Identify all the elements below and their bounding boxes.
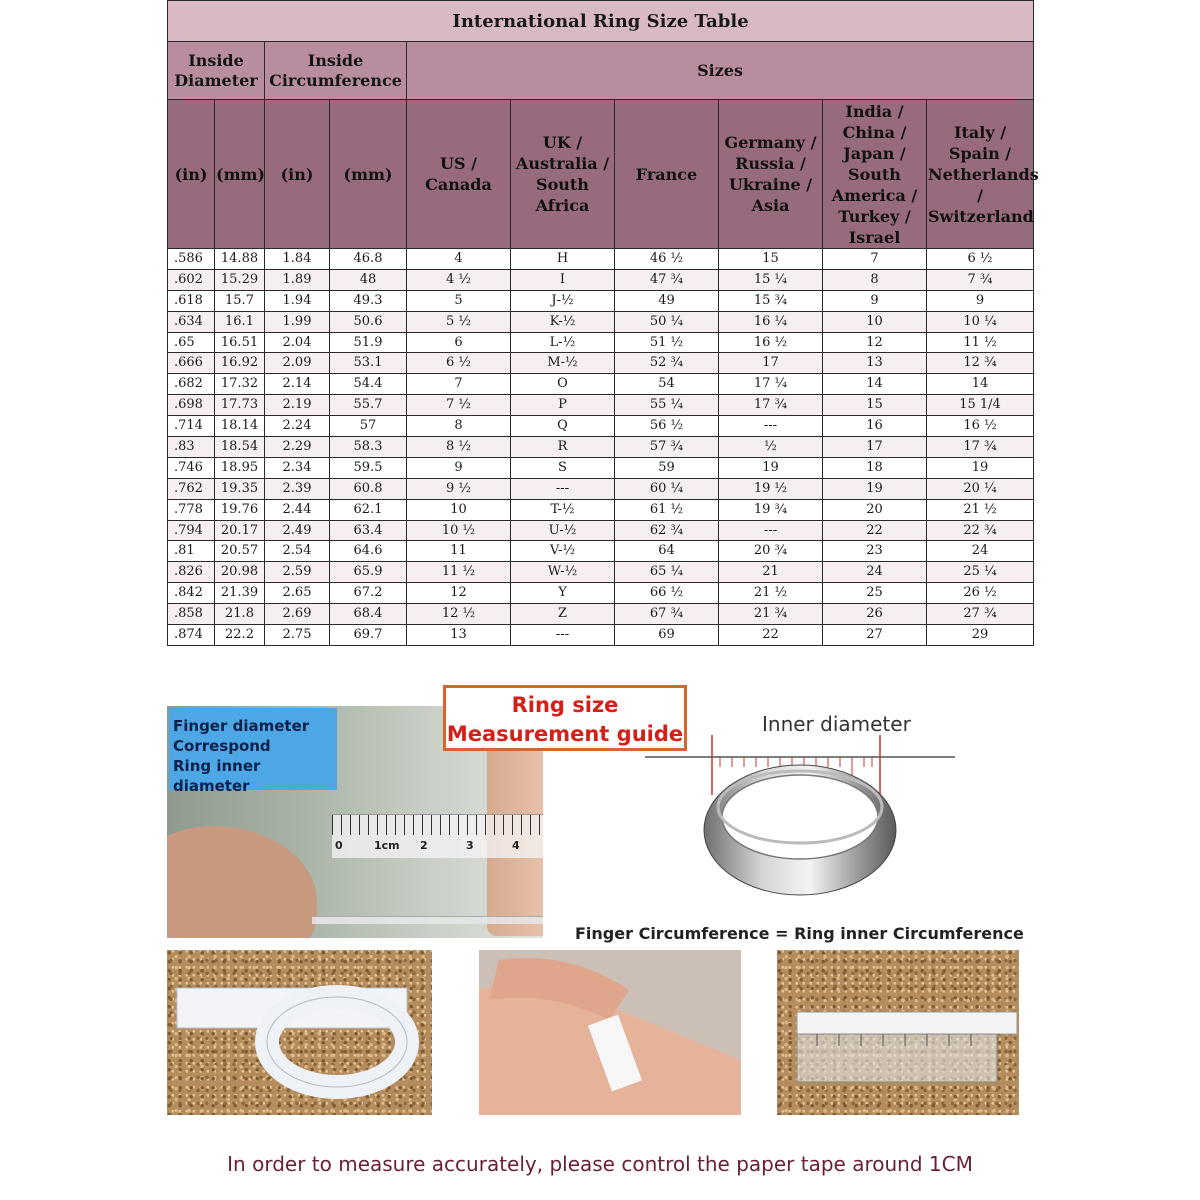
table-cell: 4: [407, 249, 511, 270]
table-cell: 21.39: [215, 583, 265, 604]
table-cell: 2.49: [265, 520, 330, 541]
table-cell: .826: [168, 562, 215, 583]
table-cell: 12 ½: [407, 604, 511, 625]
table-cell: 15.29: [215, 269, 265, 290]
table-cell: 1.89: [265, 269, 330, 290]
table-body: [168, 249, 1034, 646]
table-cell: 14: [927, 374, 1034, 395]
table-row: [168, 541, 1034, 562]
table-cell: 2.14: [265, 374, 330, 395]
table-cell: 21 ¾: [719, 604, 823, 625]
table-cell: 8: [407, 416, 511, 437]
table-cell: 19: [719, 457, 823, 478]
table-cell: 26 ½: [927, 583, 1034, 604]
table-cell: 60.8: [330, 478, 407, 499]
table-cell: 2.75: [265, 625, 330, 646]
table-cell: U-½: [511, 520, 615, 541]
table-cell: 17 ¾: [927, 437, 1034, 458]
table-cell: 15 ¾: [719, 290, 823, 311]
table-cell: 16 ½: [927, 416, 1034, 437]
table-row: [168, 332, 1034, 353]
table-cell: 46 ½: [615, 249, 719, 270]
table-cell: 67 ¾: [615, 604, 719, 625]
table-cell: 15: [719, 249, 823, 270]
tape-ruler-photo: [777, 950, 1019, 1115]
table-cell: 20 ¼: [927, 478, 1034, 499]
table-cell: 56 ½: [615, 416, 719, 437]
ruler-number: 0: [335, 839, 343, 852]
column-header: (mm): [215, 100, 265, 249]
table-cell: 63.4: [330, 520, 407, 541]
table-cell: 20.57: [215, 541, 265, 562]
finger-note-line: Finger diameter: [173, 717, 310, 735]
table-cell: 19 ¾: [719, 499, 823, 520]
table-cell: ---: [719, 416, 823, 437]
table-cell: ---: [511, 625, 615, 646]
guide-title-line1: Ring size: [511, 693, 619, 717]
table-cell: 16.92: [215, 353, 265, 374]
table-cell: 10 ½: [407, 520, 511, 541]
table-cell: 51 ½: [615, 332, 719, 353]
finger-note: [169, 708, 337, 795]
group-inside-circumference: Inside Circumference: [265, 42, 407, 100]
table-cell: P: [511, 395, 615, 416]
table-cell: 6 ½: [927, 249, 1034, 270]
hand-image: [167, 826, 317, 938]
table-cell: 2.19: [265, 395, 330, 416]
table-cell: J-½: [511, 290, 615, 311]
table-cell: ---: [511, 478, 615, 499]
table-cell: 16: [823, 416, 927, 437]
table-cell: 18: [823, 457, 927, 478]
table-cell: T-½: [511, 499, 615, 520]
table-cell: 29: [927, 625, 1034, 646]
table-row: [168, 269, 1034, 290]
table-row: [168, 353, 1034, 374]
table-cell: 60 ¼: [615, 478, 719, 499]
table-cell: 21.8: [215, 604, 265, 625]
table-cell: 21 ½: [927, 499, 1034, 520]
ruler-number: 3: [466, 839, 474, 852]
table-cell: 20.17: [215, 520, 265, 541]
table-cell: .858: [168, 604, 215, 625]
table-cell: 1.94: [265, 290, 330, 311]
table-cell: 50.6: [330, 311, 407, 332]
table-cell: 7: [407, 374, 511, 395]
table-row: [168, 604, 1034, 625]
table-row: [168, 395, 1034, 416]
table-cell: 2.34: [265, 457, 330, 478]
table-cell: 22: [719, 625, 823, 646]
table-cell: 17 ¼: [719, 374, 823, 395]
table-cell: 9: [407, 457, 511, 478]
table-cell: 25 ¼: [927, 562, 1034, 583]
table-cell: .81: [168, 541, 215, 562]
table-cell: 53.1: [330, 353, 407, 374]
column-header: Germany / Russia / Ukraine / Asia: [719, 100, 823, 249]
column-header-row: [168, 100, 1034, 249]
column-header: US / Canada: [407, 100, 511, 249]
ruler-number: 1cm: [374, 839, 400, 852]
table-cell: 21: [719, 562, 823, 583]
table-cell: L-½: [511, 332, 615, 353]
table-cell: 59: [615, 457, 719, 478]
table-cell: 2.69: [265, 604, 330, 625]
ruler: [332, 814, 543, 858]
table-cell: 19: [927, 457, 1034, 478]
table-row: [168, 583, 1034, 604]
table-cell: 13: [823, 353, 927, 374]
table-cell: 1.84: [265, 249, 330, 270]
table-cell: 7 ½: [407, 395, 511, 416]
table-cell: 62 ¾: [615, 520, 719, 541]
table-cell: 15 ¼: [719, 269, 823, 290]
finger-wrap-photo: [479, 950, 741, 1115]
table-cell: 19.76: [215, 499, 265, 520]
table-cell: 22 ¾: [927, 520, 1034, 541]
table-cell: 10: [407, 499, 511, 520]
table-row: [168, 478, 1034, 499]
table-cell: 69.7: [330, 625, 407, 646]
table-cell: 54: [615, 374, 719, 395]
table-cell: 20.98: [215, 562, 265, 583]
table-cell: .746: [168, 457, 215, 478]
table-cell: 2.54: [265, 541, 330, 562]
table-cell: .666: [168, 353, 215, 374]
table-cell: .634: [168, 311, 215, 332]
table-cell: 49: [615, 290, 719, 311]
table-cell: I: [511, 269, 615, 290]
table-cell: Y: [511, 583, 615, 604]
column-header: (mm): [330, 100, 407, 249]
table-cell: 23: [823, 541, 927, 562]
table-cell: 5: [407, 290, 511, 311]
table-cell: 21 ½: [719, 583, 823, 604]
table-cell: 15.7: [215, 290, 265, 311]
table-cell: 16 ½: [719, 332, 823, 353]
table-row: [168, 311, 1034, 332]
table-cell: 54.4: [330, 374, 407, 395]
table-cell: 15: [823, 395, 927, 416]
finger-note-line: Correspond: [173, 737, 271, 755]
table-row: [168, 499, 1034, 520]
column-header: France: [615, 100, 719, 249]
table-cell: 62.1: [330, 499, 407, 520]
table-cell: 47 ¾: [615, 269, 719, 290]
guide-title-line2: Measurement guide: [446, 722, 684, 746]
group-inside-diameter: Inside Diameter: [168, 42, 265, 100]
table-cell: .586: [168, 249, 215, 270]
table-cell: 9 ½: [407, 478, 511, 499]
column-header: Italy / Spain / Netherlands / Switzerland: [927, 100, 1034, 249]
table-cell: R: [511, 437, 615, 458]
table-cell: 2.09: [265, 353, 330, 374]
ring-diagram: [640, 735, 960, 915]
table-cell: 65.9: [330, 562, 407, 583]
table-cell: .618: [168, 290, 215, 311]
table-cell: .682: [168, 374, 215, 395]
table-cell: O: [511, 374, 615, 395]
paper-ring-photo: [167, 950, 432, 1115]
table-cell: 52 ¾: [615, 353, 719, 374]
table-cell: W-½: [511, 562, 615, 583]
finger-note-line: Ring inner diameter: [173, 757, 261, 795]
table-cell: 15 1/4: [927, 395, 1034, 416]
table-cell: 20 ¾: [719, 541, 823, 562]
table-cell: 64: [615, 541, 719, 562]
table-cell: 17 ¾: [719, 395, 823, 416]
table-cell: 10: [823, 311, 927, 332]
table-cell: .65: [168, 332, 215, 353]
table-cell: V-½: [511, 541, 615, 562]
table-cell: 50 ¼: [615, 311, 719, 332]
table-cell: 48: [330, 269, 407, 290]
table-cell: 25: [823, 583, 927, 604]
table-cell: 2.04: [265, 332, 330, 353]
bottom-instruction: In order to measure accurately, please control the paper tape around 1CM: [227, 1152, 973, 1176]
paper-loop-image: [167, 950, 432, 1115]
table-cell: 12 ¾: [927, 353, 1034, 374]
table-cell: 11 ½: [927, 332, 1034, 353]
table-cell: 46.8: [330, 249, 407, 270]
table-cell: 65 ¼: [615, 562, 719, 583]
table-cell: 2.59: [265, 562, 330, 583]
table-cell: Z: [511, 604, 615, 625]
table-row: [168, 437, 1034, 458]
table-cell: 57: [330, 416, 407, 437]
table-cell: 57 ¾: [615, 437, 719, 458]
table-cell: 16.1: [215, 311, 265, 332]
table-row: [168, 249, 1034, 270]
table-cell: 19 ½: [719, 478, 823, 499]
table-cell: 55 ¼: [615, 395, 719, 416]
ring-size-table: [167, 0, 1039, 646]
table-cell: 2.39: [265, 478, 330, 499]
table-cell: 20: [823, 499, 927, 520]
table-cell: 9: [823, 290, 927, 311]
table-cell: 69: [615, 625, 719, 646]
table-cell: H: [511, 249, 615, 270]
ruler-number: 4: [512, 839, 520, 852]
table-cell: .794: [168, 520, 215, 541]
table-cell: 17.73: [215, 395, 265, 416]
table-cell: 12: [407, 583, 511, 604]
table-cell: 5 ½: [407, 311, 511, 332]
table-cell: .714: [168, 416, 215, 437]
table-cell: M-½: [511, 353, 615, 374]
circumference-equation: Finger Circumference = Ring inner Circumference: [575, 924, 1024, 943]
table-cell: 64.6: [330, 541, 407, 562]
table-cell: 14.88: [215, 249, 265, 270]
table-row: [168, 416, 1034, 437]
table-cell: 2.24: [265, 416, 330, 437]
table-cell: 17: [823, 437, 927, 458]
table-cell: 24: [927, 541, 1034, 562]
finger-wrap-image: [479, 950, 741, 1115]
table-cell: 22: [823, 520, 927, 541]
table-cell: 2.44: [265, 499, 330, 520]
ruler-number: 2: [420, 839, 428, 852]
table-cell: .602: [168, 269, 215, 290]
table-row: [168, 290, 1034, 311]
table-cell: 13: [407, 625, 511, 646]
table-title: International Ring Size Table: [168, 1, 1034, 42]
table-cell: 17.32: [215, 374, 265, 395]
table-cell: 18.95: [215, 457, 265, 478]
table-cell: 68.4: [330, 604, 407, 625]
table-cell: .83: [168, 437, 215, 458]
table-cell: 8 ½: [407, 437, 511, 458]
table-cell: 49.3: [330, 290, 407, 311]
table-cell: 9: [927, 290, 1034, 311]
table-row: [168, 562, 1034, 583]
table-cell: 66 ½: [615, 583, 719, 604]
table-cell: 10 ¼: [927, 311, 1034, 332]
table-cell: 17: [719, 353, 823, 374]
table-cell: 12: [823, 332, 927, 353]
table-cell: Q: [511, 416, 615, 437]
table-cell: 7: [823, 249, 927, 270]
table-cell: K-½: [511, 311, 615, 332]
ring-inner: [722, 775, 878, 859]
table-cell: S: [511, 457, 615, 478]
table-cell: 2.29: [265, 437, 330, 458]
table-cell: 11: [407, 541, 511, 562]
paper-strip: [312, 916, 543, 924]
table-cell: 24: [823, 562, 927, 583]
group-sizes: Sizes: [407, 42, 1034, 100]
table-cell: 18.54: [215, 437, 265, 458]
table-row: [168, 520, 1034, 541]
table-cell: 19.35: [215, 478, 265, 499]
table-cell: 16.51: [215, 332, 265, 353]
table-cell: 55.7: [330, 395, 407, 416]
tape-ruler-image: [777, 950, 1019, 1115]
column-header: (in): [168, 100, 215, 249]
table-cell: 6: [407, 332, 511, 353]
table-cell: 11 ½: [407, 562, 511, 583]
inner-diameter-label: Inner diameter: [762, 712, 911, 736]
table-cell: 1.99: [265, 311, 330, 332]
table-row: [168, 374, 1034, 395]
table-cell: 7 ¾: [927, 269, 1034, 290]
table-cell: 27 ¾: [927, 604, 1034, 625]
table-row: [168, 457, 1034, 478]
table-cell: 16 ¼: [719, 311, 823, 332]
table-cell: 2.65: [265, 583, 330, 604]
table-cell: .778: [168, 499, 215, 520]
table-cell: 14: [823, 374, 927, 395]
table-cell: .842: [168, 583, 215, 604]
table-cell: 51.9: [330, 332, 407, 353]
table-cell: 27: [823, 625, 927, 646]
column-header: UK / Australia / South Africa: [511, 100, 615, 249]
table-cell: ---: [719, 520, 823, 541]
table-cell: 8: [823, 269, 927, 290]
table-row: [168, 625, 1034, 646]
table-cell: .874: [168, 625, 215, 646]
table-cell: 26: [823, 604, 927, 625]
column-header: India / China / Japan / South America / Turkey / Israel: [823, 100, 927, 249]
table-cell: .762: [168, 478, 215, 499]
table-cell: 18.14: [215, 416, 265, 437]
table-cell: 6 ½: [407, 353, 511, 374]
table-cell: .698: [168, 395, 215, 416]
table-cell: 67.2: [330, 583, 407, 604]
table-cell: 22.2: [215, 625, 265, 646]
table-cell: 4 ½: [407, 269, 511, 290]
table-cell: 58.3: [330, 437, 407, 458]
table-cell: 59.5: [330, 457, 407, 478]
table-cell: ½: [719, 437, 823, 458]
table-cell: 61 ½: [615, 499, 719, 520]
table-cell: 19: [823, 478, 927, 499]
ruler-ticks: [332, 815, 543, 835]
column-header: (in): [265, 100, 330, 249]
